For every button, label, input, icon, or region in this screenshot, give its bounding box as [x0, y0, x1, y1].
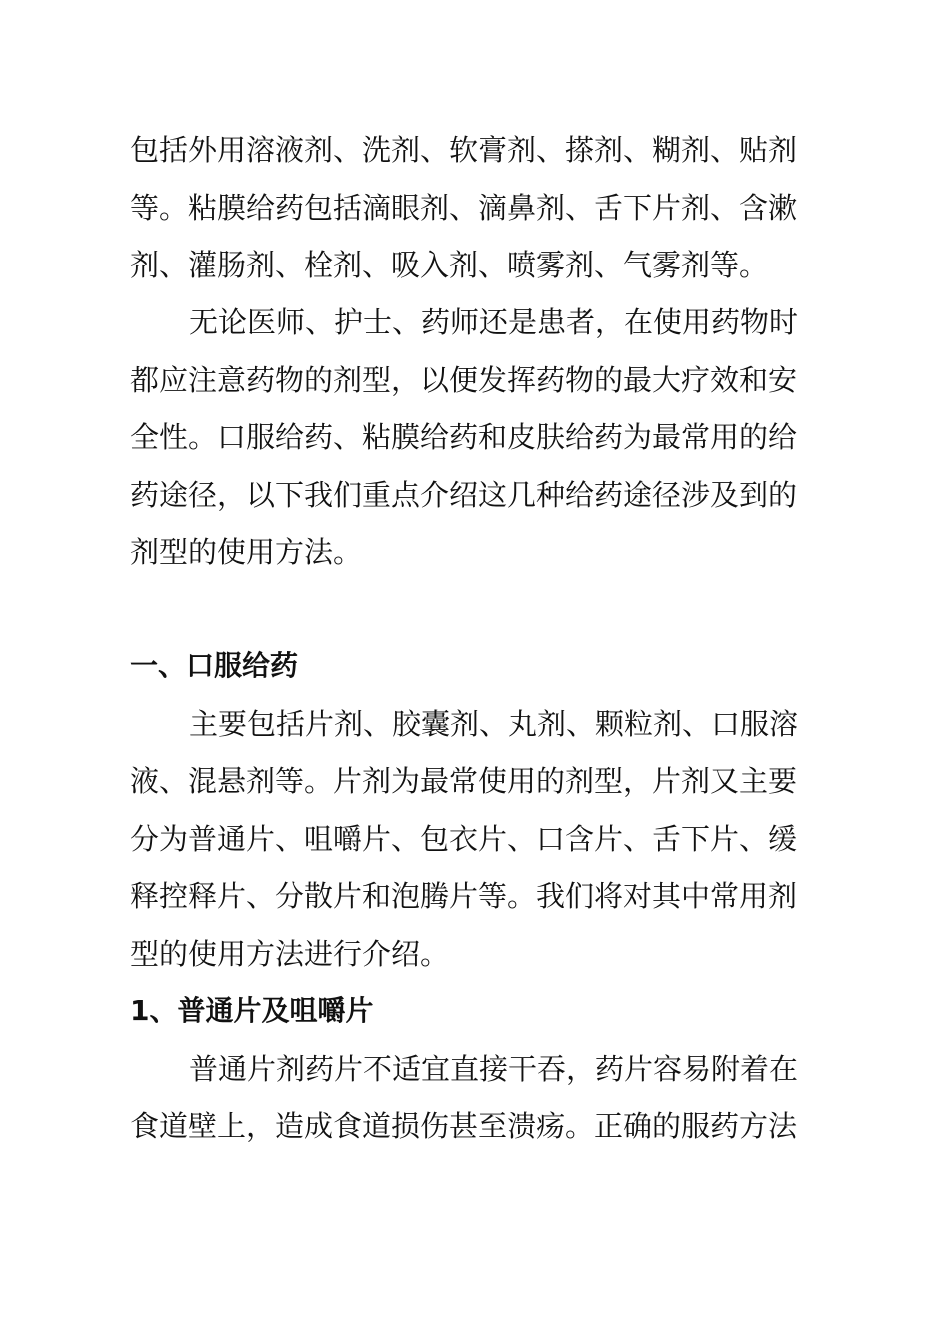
paragraph-line: 剂型的使用方法。	[130, 535, 363, 569]
paragraph-line: 主要包括片剂、胶囊剂、丸剂、颗粒剂、口服溶	[189, 707, 799, 741]
paragraph-line: 液、混悬剂等。片剂为最常使用的剂型，片剂又主要	[130, 764, 798, 798]
paragraph-line: 都应注意药物的剂型，以便发挥药物的最大疗效和安	[130, 363, 798, 397]
paragraph-line: 无论医师、护士、药师还是患者，在使用药物时	[189, 305, 799, 339]
paragraph-line: 分为普通片、咀嚼片、包衣片、口含片、舌下片、缓	[130, 822, 798, 856]
paragraph-line: 药途径，以下我们重点介绍这几种给药途径涉及到的	[130, 478, 798, 512]
paragraph-line: 剂、灌肠剂、栓剂、吸入剂、喷雾剂、气雾剂等。	[130, 248, 769, 282]
paragraph-line: 食道壁上，造成食道损伤甚至溃疡。正确的服药方法	[130, 1109, 798, 1143]
paragraph-line: 型的使用方法进行介绍。	[130, 937, 450, 971]
paragraph-line: 全性。口服给药、粘膜给药和皮肤给药为最常用的给	[130, 420, 798, 454]
paragraph-line: 等。粘膜给药包括滴眼剂、滴鼻剂、舌下片剂、含漱	[130, 191, 798, 225]
section-heading: 一、口服给药	[130, 649, 299, 682]
subsection-heading: 1、普通片及咀嚼片	[130, 994, 374, 1027]
paragraph-line: 包括外用溶液剂、洗剂、软膏剂、搽剂、糊剂、贴剂	[130, 133, 798, 167]
paragraph-line: 释控释片、分散片和泡腾片等。我们将对其中常用剂	[130, 879, 798, 913]
paragraph-line: 普通片剂药片不适宜直接干吞，药片容易附着在	[189, 1052, 799, 1086]
